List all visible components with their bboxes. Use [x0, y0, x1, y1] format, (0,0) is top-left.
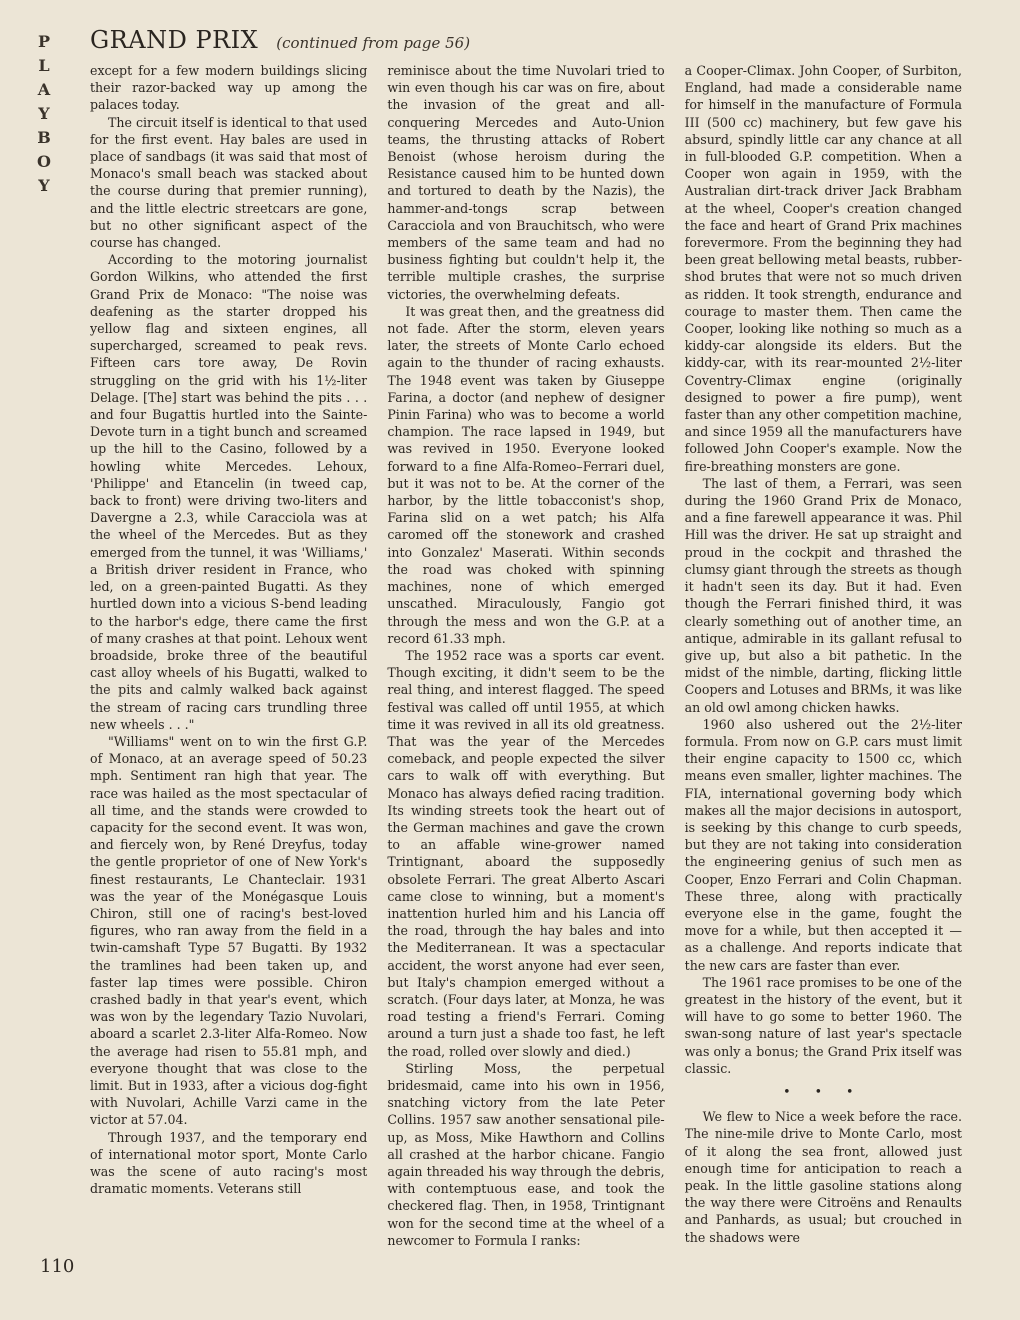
article-title: GRAND PRIX: [90, 26, 259, 54]
continued-note: (continued from page 56): [276, 34, 471, 52]
paragraph: a Cooper-Climax. John Cooper, of Surbiton, England, had made a considerable name for himself in the manufacture of Formula III (500 cc) machinery, but few gave his absurd, spindly little car any chance at all in full-blooded G.P. competition. When a Cooper won again in 1959, with the Australian dirt-track driver Jack Brabham at the wheel, Cooper's creation changed the face and heart of Grand Prix machines forevermore. From the beginning they had been great bellowing metal beasts, rubber-shod brutes that were not so much driven as ridden. It took strength, endurance and courage to master them. Then came the Cooper, looking like nothing so much as a kiddy-car alongside its elders. But the kiddy-car, with its rear-mounted 2½-liter Coventry-Climax engine (originally designed to power a fire pump), went faster than any other competition machine, and since 1959 all the manufacturers have followed John Cooper's example. Now the fire-breathing monsters are gone.: [684, 63, 962, 474]
paragraph: The circuit itself is identical to that used for the first event. Hay bales are used in place of sandbags (it was said that most of Monaco's small beach was stacked about the course during that premier running), and the little electric streetcars are gone, but no other significant aspect of the course has changed.: [90, 114, 368, 251]
paragraph: We flew to Nice a week before the race. The nine-mile drive to Monte Carlo, most of it along the sea front, allowed just enough time for anticipation to reach a peak. In the little gasoline stations along the way there were Citroëns and Renaults and Panhards, as usual; but crouched in the shadows were: [684, 1109, 962, 1245]
column-1: [90, 62, 367, 1272]
column-3: [685, 62, 962, 1272]
page-number: 110: [40, 1256, 75, 1277]
magazine-letter: B: [37, 128, 53, 147]
magazine-letter: L: [38, 56, 52, 75]
paragraph: 1960 also ushered out the 2½-liter formula. From now on G.P. cars must limit their engine capacity to 1500 cc, which means even smaller, lighter machines. The FIA, international governing body which makes all the major decisions in autosport, is seeking by this change to curb speeds, but they are not taking into consideration the engineering genius of such men as Cooper, Enzo Ferrari and Colin Chapman. These three, along with practically everyone else in the game, fought the move for a while, but then accepted it — as a challenge. And reports indicate that the new cars are faster than ever.: [684, 716, 962, 973]
section-break: • • •: [783, 1083, 864, 1099]
paragraph: The 1961 race promises to be one of the greatest in the history of the event, but it will have to go some to better 1960. The swan-song nature of last year's spectacle was only a bonus; the Grand Prix itself was classic.: [684, 974, 962, 1076]
paragraph: reminisce about the time Nuvolari tried to win even though his car was on fire, about the invasion of the great and all-conquering Mercedes and Auto-Union teams, the thrusting attacks of Robert Benoist (whose heroism during the Resistance caused him to be hunted down and tortured to death by the Nazis), the hammer-and-tongs scrap between Caracciola and von Brauchitsch, who were members of the same team and had no business fighting but couldn't help it, the terrible multiple crashes, the surprise victories, the overwhelming defeats.: [387, 63, 665, 302]
magazine-letter: Y: [38, 176, 52, 195]
magazine-letter: A: [37, 80, 53, 99]
article-header: [90, 26, 470, 54]
paragraph: The last of them, a Ferrari, was seen during the 1960 Grand Prix de Monaco, and a fine farewell appearance it was. Phil Hill was the driver. He sat up straight and proud in the cockpit and thrashed the clumsy giant through the streets as though it hadn't seen its day. But it had. Even though the Ferrari finished third, it was clearly something out of another time, an antique, admirable in its gallant refusal to give up, but also a bit pathetic. In the midst of the nimble, darting, flicking little Coopers and Lotuses and BRMs, it was like an old owl among chicken hawks.: [684, 475, 962, 715]
paragraph: It was great then, and the greatness did not fade. After the storm, eleven years later, the streets of Monte Carlo echoed again to the thunder of racing exhausts. The 1948 event was taken by Giuseppe Farina, a doctor (and nephew of designer Pinin Farina) who was to become a world champion. The race lapsed in 1949, but was revived in 1950. Everyone looked forward to a fine Alfa-Romeo–Ferrari duel, but it was not to be. At the corner of the harbor, by the little tobacconist's shop, Farina slid on a wet patch; his Alfa caromed off the stonework and crashed into Gonzalez' Maserati. Within seconds the road was choked with spinning machines, none of which emerged unscathed. Miraculously, Fangio got through the mess and won the G.P. at a record 61.33 mph.: [387, 303, 665, 646]
magazine-letter: P: [37, 32, 53, 51]
paragraph: According to the motoring journalist Gordon Wilkins, who attended the first Grand Prix de Monaco: "The noise was deafening as the starter dropped his yellow flag and sixteen engines, all supercharged, screamed to peak revs. Fifteen cars tore away, De Rovin struggling on the grid with his 1½-liter Delage. [The] start was behind the pits . . . and four Bugattis hurtled into the Sainte-Devote turn in a tight bunch and screamed up the hill to the Casino, followed by a howling white Mercedes. Lehoux, 'Philippe' and Etancelin (in tweed cap, back to front) were driving two-liters and Davergne a 2.3, while Caracciola was at the wheel of the Mercedes. But as they emerged from the tunnel, it was 'Williams,' a British driver resident in France, who led, on a green-painted Bugatti. As they hurtled down into a vicious S-bend leading to the harbor's edge, there came the first of many crashes at that point. Lehoux went broadside, broke three of the beautiful cast alloy wheels of his Bugatti, walked to the pits and calmly walked back against the stream of racing cars trundling three new wheels . . .": [90, 252, 368, 732]
paragraph: except for a few modern buildings slicing their razor-backed way up among the palaces today.: [90, 63, 368, 113]
magazine-letter: O: [37, 152, 53, 171]
magazine-letter: Y: [38, 104, 52, 123]
column-2: [387, 62, 664, 1272]
article-body: [90, 62, 962, 1272]
paragraph: Stirling Moss, the perpetual bridesmaid, came into his own in 1956, snatching victory from the late Peter Collins. 1957 saw another sensational pile-up, as Moss, Mike Hawthorn and Collins all crashed at the harbor chicane. Fangio again threaded his way through the debris, with contemptuous ease, and took the checkered flag. Then, in 1958, Trintignant won for the second time at the wheel of a newcomer to Formula I ranks:: [387, 1060, 665, 1248]
paragraph: Through 1937, and the temporary end of international motor sport, Monte Carlo was the scene of auto racing's most dramatic moments. Veterans still: [90, 1129, 368, 1197]
paragraph: The 1952 race was a sports car event. Though exciting, it didn't seem to be the real thing, and interest flagged. The speed festival was called off until 1955, at which time it was revived in all its old greatness. That was the year of the Mercedes comeback, and people expected the silver cars to walk off with everything. But Monaco has always defied racing tradition. Its winding streets took the heart out of the German machines and gave the crown to an affable wine-grower named Trintignant, aboard the supposedly obsolete Ferrari. The great Alberto Ascari came close to winning, but a moment's inattention hurled him and his Lancia off the road, through the hay bales and into the Mediterranean. It was a spectacular accident, the worst anyone had ever seen, but Italy's champion emerged without a scratch. (Four days later, at Monza, he was road testing a friend's Ferrari. Coming around a turn just a shade too fast, he left the road, rolled over slowly and died.): [387, 647, 665, 1059]
magazine-name: [30, 30, 60, 198]
paragraph: "Williams" went on to win the first G.P. of Monaco, at an average speed of 50.23 mph. Sentiment ran high that year. The race was hailed as the most spectacular of all time, and the stands were crowded to capacity for the second event. It was won, and fiercely won, by René Dreyfus, today the gentle proprietor of one of New York's finest restaurants, Le Chanteclair. 1931 was the year of the Monégasque Louis Chiron, still one of racing's best-loved figures, who ran away from the field in a twin-camshaft Type 57 Bugatti. By 1932 the tramlines had been taken up, and faster lap times were possible. Chiron crashed badly in that year's event, which was won by the legendary Tazio Nuvolari, aboard a scarlet 2.3-liter Alfa-Romeo. Now the average had risen to 55.81 mph, and everyone thought that was close to the limit. But in 1933, after a vicious dog-fight with Nuvolari, Achille Varzi came in the victor at 57.04.: [90, 733, 368, 1128]
